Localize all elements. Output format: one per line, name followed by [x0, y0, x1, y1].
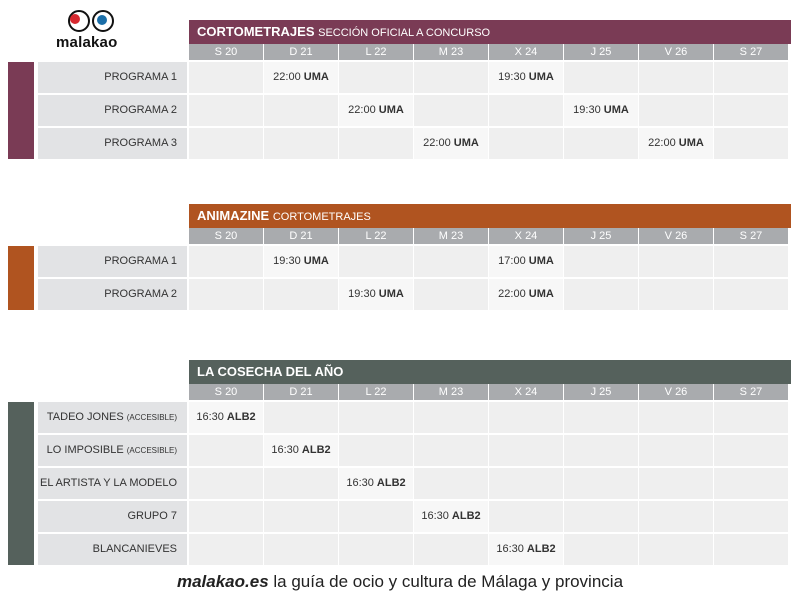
section-color-strip	[8, 246, 34, 310]
schedule-cell	[564, 435, 638, 466]
screening-time: 16:30	[196, 411, 224, 423]
screening-venue: UMA	[453, 137, 479, 149]
table-row	[38, 534, 789, 565]
schedule-cell	[339, 435, 413, 466]
day-header: X 24	[489, 384, 563, 400]
table-row	[38, 402, 789, 433]
day-header: D 21	[264, 384, 338, 400]
table-row	[38, 435, 789, 466]
program-name: LO IMPOSIBLE	[46, 444, 124, 456]
section-title	[189, 20, 791, 44]
program-name: PROGRAMA 2	[104, 288, 177, 300]
schedule-cell	[489, 435, 563, 466]
screening-time: 16:30	[496, 543, 524, 555]
day-header: M 23	[414, 228, 488, 244]
schedule-cell	[714, 246, 788, 277]
schedule-cell	[714, 402, 788, 433]
program-note: (ACCESIBLE)	[126, 413, 177, 422]
section-title-main: ANIMAZINE	[197, 208, 270, 223]
screening-venue: UMA	[378, 288, 404, 300]
schedule-cell	[189, 279, 263, 310]
day-header: S 20	[189, 228, 263, 244]
day-header: M 23	[414, 384, 488, 400]
day-header: M 23	[414, 44, 488, 60]
program-label	[38, 128, 187, 159]
schedule-cell	[189, 62, 263, 93]
schedule-cell	[564, 279, 638, 310]
screening-time: 19:30	[348, 288, 376, 300]
program-name: TADEO JONES	[46, 411, 124, 423]
schedule-cell	[714, 279, 788, 310]
schedule-cell	[414, 128, 488, 159]
screening-time: 16:30	[421, 510, 449, 522]
schedule-cell	[564, 128, 638, 159]
schedule-cell	[489, 95, 563, 126]
schedule-cell	[414, 246, 488, 277]
day-header: S 20	[189, 384, 263, 400]
day-header: J 25	[564, 44, 638, 60]
day-header: S 27	[714, 44, 788, 60]
schedule-cell	[264, 534, 338, 565]
schedule-cell	[264, 279, 338, 310]
table-row	[38, 246, 789, 277]
logo-text: malakao	[56, 34, 118, 51]
section-title-main: CORTOMETRAJES	[197, 24, 315, 39]
program-label	[38, 279, 187, 310]
screening-venue: ALB2	[226, 411, 256, 423]
schedule-cell	[339, 62, 413, 93]
table-row	[38, 468, 789, 499]
program-label	[38, 468, 187, 499]
schedule-cell	[189, 95, 263, 126]
section-color-strip	[8, 402, 34, 565]
schedule-cell	[639, 435, 713, 466]
schedule-cell	[564, 534, 638, 565]
day-header: J 25	[564, 228, 638, 244]
schedule-cell	[639, 279, 713, 310]
schedule-cell	[639, 246, 713, 277]
day-header: L 22	[339, 384, 413, 400]
screening-time: 22:00	[498, 288, 526, 300]
program-label	[38, 435, 187, 466]
schedule-cell	[714, 95, 788, 126]
schedule-cell	[714, 62, 788, 93]
screening-venue: UMA	[303, 71, 329, 83]
schedule-cell	[639, 534, 713, 565]
schedule-cell	[564, 62, 638, 93]
schedule-cell	[489, 246, 563, 277]
schedule-cell	[189, 501, 263, 532]
day-header: L 22	[339, 44, 413, 60]
day-header: J 25	[564, 384, 638, 400]
schedule-cell	[639, 501, 713, 532]
schedule-cell	[714, 128, 788, 159]
screening-venue: ALB2	[301, 444, 331, 456]
schedule-cell	[339, 246, 413, 277]
schedule-cell	[264, 402, 338, 433]
schedule-cell	[639, 62, 713, 93]
schedule-cell	[564, 402, 638, 433]
program-label	[38, 501, 187, 532]
footer	[0, 572, 800, 592]
malakao-logo	[52, 10, 132, 54]
screening-time: 22:00	[423, 137, 451, 149]
schedule-cell	[639, 468, 713, 499]
schedule-cell	[639, 128, 713, 159]
program-name: BLANCANIEVES	[92, 543, 177, 555]
schedule-cell	[414, 402, 488, 433]
schedule-cell	[714, 534, 788, 565]
schedule-cell	[489, 279, 563, 310]
program-name: PROGRAMA 1	[104, 255, 177, 267]
screening-time: 19:30	[273, 255, 301, 267]
schedule-cell	[339, 128, 413, 159]
schedule-cell	[489, 468, 563, 499]
section-title-sub: CORTOMETRAJES	[272, 211, 371, 223]
day-header: X 24	[489, 228, 563, 244]
schedule-cell	[489, 534, 563, 565]
screening-time: 16:30	[346, 477, 374, 489]
schedule-cell	[189, 534, 263, 565]
footer-site[interactable]: malakao.es	[176, 572, 269, 591]
screening-venue: UMA	[528, 255, 554, 267]
schedule-cell	[264, 62, 338, 93]
screening-time: 22:00	[273, 71, 301, 83]
section-title	[189, 360, 791, 384]
schedule-cell	[714, 468, 788, 499]
schedule-cell	[189, 246, 263, 277]
schedule-cell	[339, 468, 413, 499]
program-label	[38, 62, 187, 93]
schedule-cell	[564, 95, 638, 126]
schedule-cell	[189, 402, 263, 433]
program-name: EL ARTISTA Y LA MODELO	[40, 477, 177, 489]
schedule-cell	[414, 501, 488, 532]
schedule-cell	[264, 501, 338, 532]
schedule-cell	[414, 468, 488, 499]
schedule-cell	[264, 246, 338, 277]
day-header: S 20	[189, 44, 263, 60]
program-name: GRUPO 7	[127, 510, 177, 522]
schedule-cell	[414, 95, 488, 126]
schedule-cell	[339, 279, 413, 310]
schedule-cell	[264, 468, 338, 499]
screening-venue: ALB2	[451, 510, 481, 522]
schedule-cell	[339, 402, 413, 433]
schedule-cell	[639, 95, 713, 126]
schedule-cell	[264, 95, 338, 126]
program-note: (ACCESIBLE)	[126, 446, 177, 455]
table-row	[38, 62, 789, 93]
screening-venue: UMA	[303, 255, 329, 267]
day-header: L 22	[339, 228, 413, 244]
screening-time: 17:00	[498, 255, 526, 267]
section-title-sub: SECCIÓN OFICIAL A CONCURSO	[318, 27, 491, 39]
day-header: V 26	[639, 44, 713, 60]
screening-venue: ALB2	[526, 543, 556, 555]
day-header: X 24	[489, 44, 563, 60]
screening-time: 22:00	[648, 137, 676, 149]
schedule-cell	[639, 402, 713, 433]
table-row	[38, 279, 789, 310]
screening-venue: UMA	[378, 104, 404, 116]
screening-time: 19:30	[573, 104, 601, 116]
day-header: V 26	[639, 384, 713, 400]
program-label	[38, 402, 187, 433]
schedule-cell	[189, 468, 263, 499]
schedule-cell	[264, 435, 338, 466]
screening-time: 19:30	[498, 71, 526, 83]
day-header-row	[189, 44, 789, 60]
table-row	[38, 501, 789, 532]
schedule-cell	[564, 501, 638, 532]
schedule-cell	[339, 501, 413, 532]
table-row	[38, 128, 789, 159]
schedule-cell	[714, 435, 788, 466]
screening-venue: UMA	[678, 137, 704, 149]
section-title-main: LA COSECHA DEL AÑO	[197, 364, 344, 379]
program-name: PROGRAMA 1	[104, 71, 177, 83]
schedule-cell	[264, 128, 338, 159]
program-label	[38, 95, 187, 126]
screening-time: 22:00	[348, 104, 376, 116]
screening-venue: UMA	[603, 104, 629, 116]
schedule-cell	[564, 246, 638, 277]
screening-venue: UMA	[528, 71, 554, 83]
day-header-row	[189, 228, 789, 244]
schedule-cell	[489, 62, 563, 93]
day-header: D 21	[264, 44, 338, 60]
schedule-cell	[339, 534, 413, 565]
day-header: D 21	[264, 228, 338, 244]
schedule-cell	[714, 501, 788, 532]
program-name: PROGRAMA 3	[104, 137, 177, 149]
program-label	[38, 534, 187, 565]
day-header: V 26	[639, 228, 713, 244]
screening-venue: ALB2	[376, 477, 406, 489]
section-color-strip	[8, 62, 34, 159]
table-row	[38, 95, 789, 126]
schedule-cell	[189, 128, 263, 159]
section-title	[189, 204, 791, 228]
program-name: PROGRAMA 2	[104, 104, 177, 116]
schedule-cell	[489, 128, 563, 159]
schedule-cell	[489, 402, 563, 433]
schedule-cell	[489, 501, 563, 532]
program-label	[38, 246, 187, 277]
screening-venue: UMA	[528, 288, 554, 300]
schedule-cell	[564, 468, 638, 499]
day-header: S 27	[714, 384, 788, 400]
schedule-cell	[414, 435, 488, 466]
schedule-cell	[339, 95, 413, 126]
day-header-row	[189, 384, 789, 400]
day-header: S 27	[714, 228, 788, 244]
footer-tagline: la guía de ocio y cultura de Málaga y provincia	[268, 572, 624, 591]
schedule-cell	[414, 279, 488, 310]
screening-time: 16:30	[271, 444, 299, 456]
schedule-cell	[189, 435, 263, 466]
eyes-icon	[66, 10, 116, 32]
schedule-cell	[414, 534, 488, 565]
schedule-cell	[414, 62, 488, 93]
